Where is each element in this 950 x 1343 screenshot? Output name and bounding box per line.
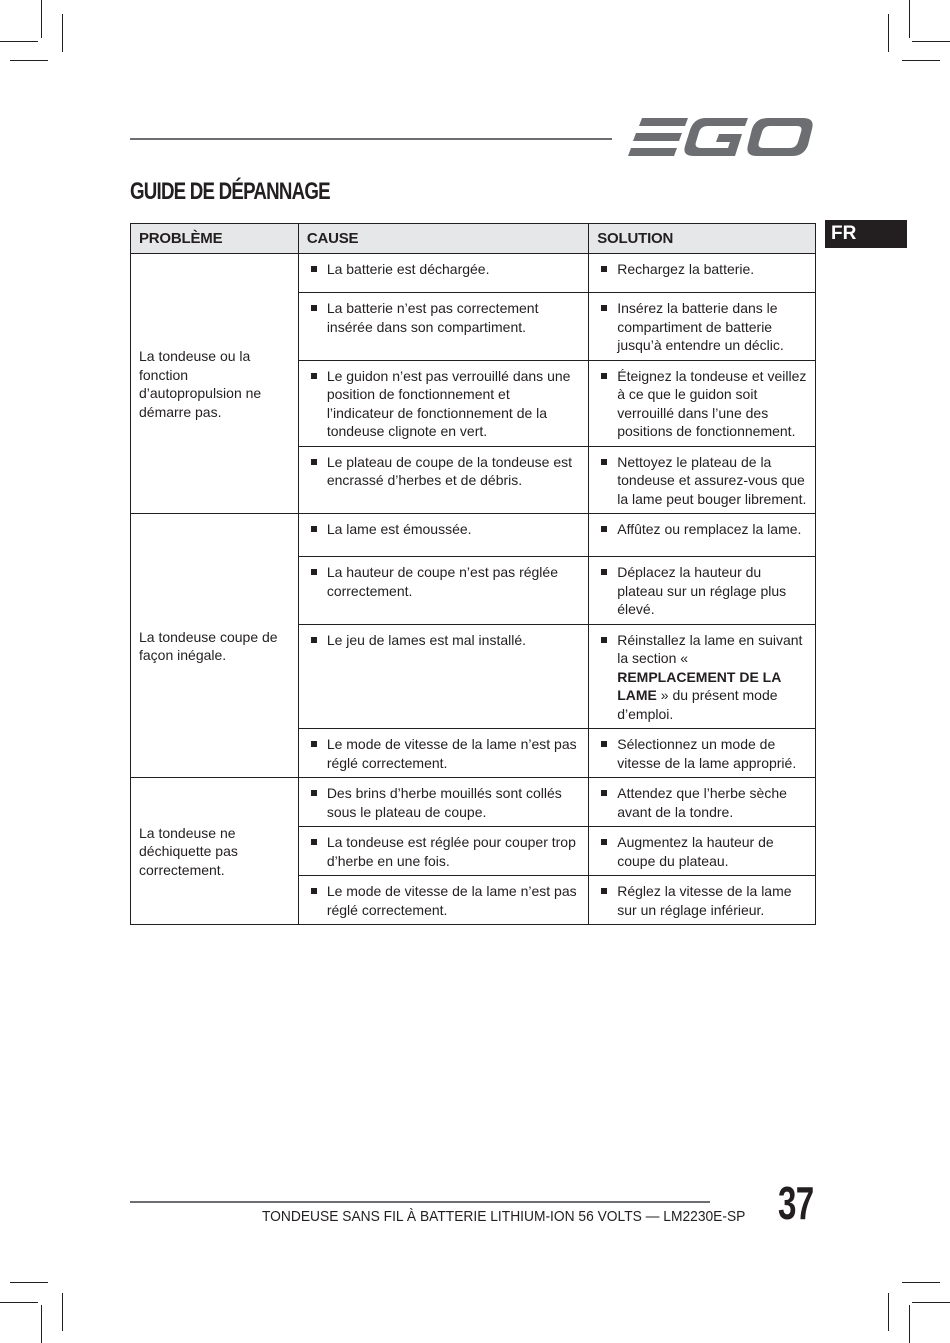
bullet-icon [311,888,317,894]
problem-cell: La tondeuse ne déchiquette pas correctement. [131,778,299,925]
bullet-icon [311,459,317,465]
crop-mark [888,1293,889,1331]
bullet-icon [311,839,317,845]
bullet-icon [311,305,317,311]
problem-cell: La tondeuse ou la fonction d’autopropulsion ne démarre pas. [131,254,299,514]
table-header-row [131,224,816,254]
bullet-icon [601,305,607,311]
bullet-icon [601,373,607,379]
troubleshooting-table [130,223,816,925]
table-row [131,254,816,293]
solution-cell: Attendez que l’herbe sèche avant de la tondre. [589,778,816,827]
solution-cell: Rechargez la batterie. [589,254,816,293]
bullet-icon [311,569,317,575]
bullet-icon [311,373,317,379]
bullet-icon [601,741,607,747]
crop-mark [912,1302,950,1303]
solution-cell: Augmentez la hauteur de coupe du plateau. [589,827,816,876]
crop-mark [902,1282,940,1283]
solution-cell: Nettoyez le plateau de la tondeuse et assurez-vous que la lame peut bouger librement. [589,446,816,514]
cause-cell: La hauteur de coupe n’est pas réglée correctement. [298,557,588,625]
bullet-icon [601,526,607,532]
crop-mark [912,41,950,42]
crop-mark [909,1305,910,1343]
cause-cell: La batterie est déchargée. [298,254,588,293]
bullet-icon [601,637,607,643]
language-tab: FR [825,220,907,248]
cause-cell: Le plateau de coupe de la tondeuse est encrassé d’herbes et de débris. [298,446,588,514]
solution-cell: Réinstallez la lame en suivant la section « REMPLACEMENT DE LA LAME » du présent mode d’emploi. [589,624,816,729]
bullet-icon [311,741,317,747]
bullet-icon [311,526,317,532]
cause-cell: Le mode de vitesse de la lame n’est pas réglé correctement. [298,729,588,778]
bullet-icon [601,888,607,894]
crop-mark [62,14,63,52]
bullet-icon [601,459,607,465]
solution-cell: Éteignez la tondeuse et veillez à ce que le guidon soit verrouillé dans l’une des positions de fonctionnement. [589,360,816,446]
cause-cell: La lame est émoussée. [298,514,588,557]
solution-cell: Insérez la batterie dans le compartiment de batterie jusqu’à entendre un déclic. [589,293,816,361]
cause-cell: Le guidon n’est pas verrouillé dans une position de fonctionnement et l’indicateur de fonctionnement de la tondeuse clignote en vert. [298,360,588,446]
bullet-icon [601,266,607,272]
solution-cell: Réglez la vitesse de la lame sur un réglage inférieur. [589,876,816,925]
header-problem: PROBLÈME [131,224,299,254]
header-solution: SOLUTION [589,224,816,254]
crop-mark [902,60,940,61]
bullet-icon [311,637,317,643]
table-row [131,778,816,827]
cause-cell: Des brins d’herbe mouillés sont collés sous le plateau de coupe. [298,778,588,827]
crop-mark [909,0,910,38]
bullet-icon [601,790,607,796]
bullet-icon [311,266,317,272]
solution-cell: Affûtez ou remplacez la lame. [589,514,816,557]
crop-mark [0,41,38,42]
problem-cell: La tondeuse coupe de façon inégale. [131,514,299,778]
page-title: GUIDE DE DÉPANNAGE [130,178,330,205]
footer-product-title: TONDEUSE SANS FIL À BATTERIE LITHIUM-ION 56 VOLTS — LM2230E-SP [262,1208,746,1225]
bullet-icon [601,569,607,575]
header-cause: CAUSE [298,224,588,254]
table-row [131,514,816,557]
crop-mark [62,1293,63,1331]
solution-cell: Déplacez la hauteur du plateau sur un réglage plus élevé. [589,557,816,625]
crop-mark [41,1305,42,1343]
bullet-icon [601,839,607,845]
crop-mark [0,1302,38,1303]
crop-mark [888,14,889,52]
footer-rule [130,1201,710,1203]
crop-mark [41,0,42,38]
cause-cell: Le mode de vitesse de la lame n’est pas réglé correctement. [298,876,588,925]
crop-mark [10,60,48,61]
header-rule [130,138,612,140]
cause-cell: La batterie n’est pas correctement insérée dans son compartiment. [298,293,588,361]
crop-mark [10,1282,48,1283]
cause-cell: Le jeu de lames est mal installé. [298,624,588,729]
solution-cell: Sélectionnez un mode de vitesse de la lame approprié. [589,729,816,778]
cause-cell: La tondeuse est réglée pour couper trop d’herbe en une fois. [298,827,588,876]
bullet-icon [311,790,317,796]
ego-logo [628,116,813,158]
page-number: 37 [778,1177,814,1229]
